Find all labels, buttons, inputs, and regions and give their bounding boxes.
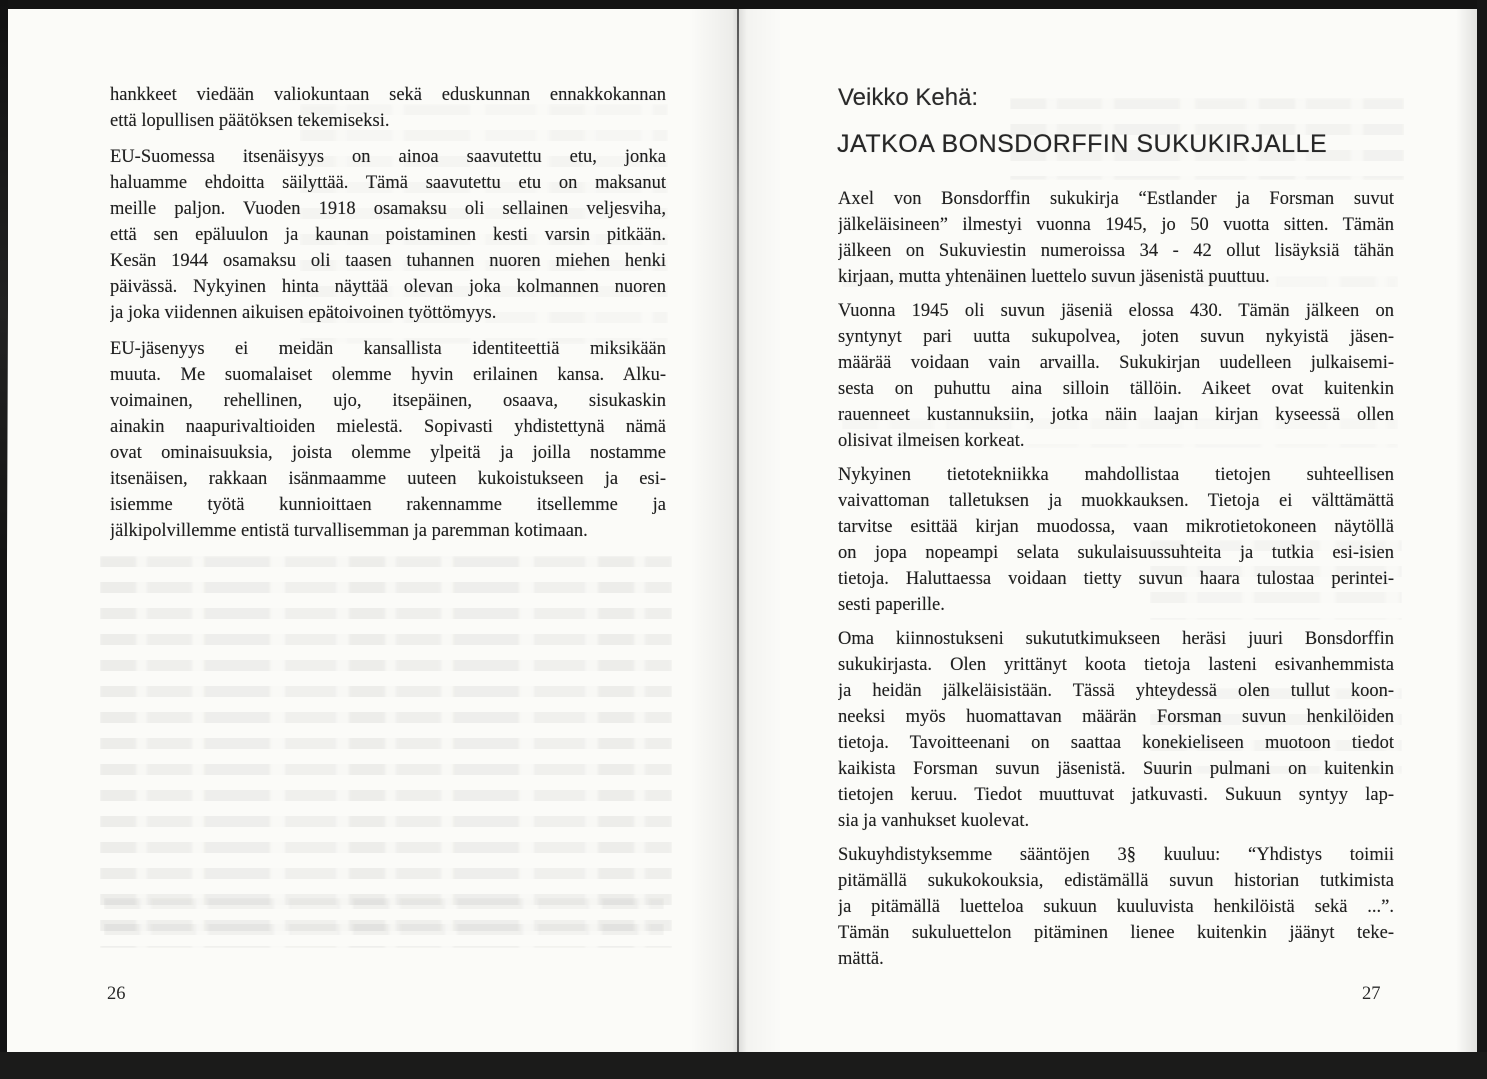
text-line: haluamme ehdoitta säilyttää. Tämä saavutettu etu on maksanut xyxy=(110,173,666,193)
text-line: jälkeläisineen” ilmestyi vuonna 1945, jo 50 vuotta sitten. Tämän xyxy=(838,215,1394,235)
scan-border-top xyxy=(0,0,1487,9)
text-line: tarvitse esittää kirjan muodossa, vaan mikrotietokoneen näytöllä xyxy=(838,517,1394,537)
text-line: Sukuyhdistyksemme sääntöjen 3§ kuuluu: “Yhdistys toimii xyxy=(838,845,1394,865)
page-edge-shadow xyxy=(1456,9,1477,1052)
text-line: olisivat ilmeisen korkeat. xyxy=(838,431,1025,451)
paragraph xyxy=(110,144,666,326)
article-title: JATKOA BONSDORFFIN SUKUKIRJALLE xyxy=(837,130,1328,158)
text-line: itsenäisen, rakkaan isänmaamme uuteen kukoistukseen ja esi- xyxy=(110,469,666,489)
text-line: rauenneet kustannuksiin, jotka näin laajan kirjan kyseessä ollen xyxy=(838,405,1394,425)
text-line: tietoja. Tavoitteenani on saattaa konekieliseen muotoon tiedot xyxy=(838,733,1394,753)
text-line: Nykyinen tietotekniikka mahdollistaa tietojen suhteellisen xyxy=(838,465,1394,485)
scan-border-right xyxy=(1477,0,1487,1079)
page-right-text xyxy=(838,186,1394,972)
paragraph xyxy=(838,626,1394,834)
paragraph xyxy=(838,298,1394,454)
text-line: meille paljon. Vuoden 1918 osamaksu oli sellainen veljesviha, xyxy=(110,199,666,219)
text-line: jälkipolvillemme entistä turvallisemman ja paremman kotimaan. xyxy=(110,521,588,541)
text-line: määrää voidaan vain arvailla. Sukukirjan uudelleen julkaisemi- xyxy=(838,353,1394,373)
text-line: sukukirjasta. Olen yrittänyt koota tietoja lasteni esivanhemmista xyxy=(838,655,1394,675)
text-line: isiemme työtä kunnioittaen rakennamme itsellemme ja xyxy=(110,495,666,515)
author-byline: Veikko Kehä: xyxy=(838,84,979,111)
text-line: mättä. xyxy=(838,949,884,969)
scan-border-bottom xyxy=(0,1052,1487,1079)
text-line: tietojen keruu. Tiedot muuttuvat jatkuvasti. Sukuun syntyy lap- xyxy=(838,785,1394,805)
text-line: Tämän sukuluettelon pitäminen lienee kuitenkin jäänyt teke- xyxy=(838,923,1394,943)
text-line: jälkeen on Sukuviestin numeroissa 34 - 42 ollut lisäyksiä tähän xyxy=(838,241,1394,261)
text-line: että lopullisen päätöksen tekemiseksi. xyxy=(110,111,390,131)
text-line: EU-jäsenyys ei meidän kansallista identiteettiä miksikään xyxy=(110,339,666,359)
text-line: ja pitämällä luetteloa sukuun kuuluvista henkilöistä sekä ...”. xyxy=(838,897,1394,917)
paragraph xyxy=(838,462,1394,618)
text-line: EU-Suomessa itsenäisyys on ainoa saavutettu etu, jonka xyxy=(110,147,666,167)
text-line: ainakin naapurivaltioiden mielestä. Sopivasti yhdistettynä nämä xyxy=(110,417,666,437)
page-gutter-line xyxy=(737,9,739,1052)
text-line: Kesän 1944 osamaksu oli taasen tuhannen nuoren miehen henki xyxy=(110,251,666,271)
text-line: muuta. Me suomalaiset olemme hyvin erilainen kansa. Alku- xyxy=(110,365,666,385)
text-line: ja joka viidennen aikuisen epätoivoinen työttömyys. xyxy=(110,303,497,323)
text-line: kaikista Forsman suvun jäsenistä. Suurin pulmani on kuitenkin xyxy=(838,759,1394,779)
text-line: Axel von Bonsdorffin sukukirja “Estlander ja Forsman suvut xyxy=(838,189,1394,209)
paragraph xyxy=(110,82,666,134)
text-line: vaivattoman talletuksen ja muokkauksen. Tietoja ei välttämättä xyxy=(838,491,1394,511)
text-line: neeksi myös huomattavan määrän Forsman suvun henkilöiden xyxy=(838,707,1394,727)
text-line: ja heidän jälkeläisistään. Tässä yhteydessä olen tullut koon- xyxy=(838,681,1394,701)
text-line: pitämällä sukukokouksia, edistämällä suvun historian tutkimista xyxy=(838,871,1394,891)
page-left-text xyxy=(110,82,666,544)
text-line: on jopa nopeampi selata sukulaisuussuhteita ja tutkia esi-isien xyxy=(838,543,1394,563)
text-line: hankkeet viedään valiokuntaan sekä eduskunnan ennakkokannan xyxy=(110,85,666,105)
text-line: kirjaan, mutta yhtenäinen luettelo suvun jäsenistä puuttuu. xyxy=(838,267,1270,287)
page-number-right: 27 xyxy=(1362,984,1381,1004)
text-line: tietoja. Haluttaessa voidaan tietty suvun haara tulostaa perintei- xyxy=(838,569,1394,589)
text-line: päivässä. Nykyinen hinta näyttää olevan joka kolmannen nuoren xyxy=(110,277,666,297)
text-line: sesta on puhuttu aina silloin tällöin. Aikeet ovat kuitenkin xyxy=(838,379,1394,399)
text-line: että sen epäluulon ja kaunan poistaminen kesti varsin pitkään. xyxy=(110,225,666,245)
paragraph xyxy=(838,842,1394,972)
text-line: voimainen, rehellinen, ujo, itsepäinen, osaava, sisukaskin xyxy=(110,391,666,411)
text-line: sia ja vanhukset kuolevat. xyxy=(838,811,1030,831)
text-line: Oma kiinnostukseni sukututkimukseen heräsi juuri Bonsdorffin xyxy=(838,629,1394,649)
text-line: Vuonna 1945 oli suvun jäseniä elossa 430. Tämän jälkeen on xyxy=(838,301,1394,321)
text-line: sesti paperille. xyxy=(838,595,945,615)
page-number-left: 26 xyxy=(107,984,126,1004)
text-line: ovat ominaisuuksia, joista olemme ylpeitä ja joilla nostamme xyxy=(110,443,666,463)
paragraph xyxy=(838,186,1394,290)
page-gutter-shadow xyxy=(690,9,782,1052)
text-line: syntynyt pari uutta sukupolvea, joten suvun nykyistä jäsen- xyxy=(838,327,1394,347)
scan-border-left xyxy=(0,0,8,560)
paragraph xyxy=(110,336,666,544)
